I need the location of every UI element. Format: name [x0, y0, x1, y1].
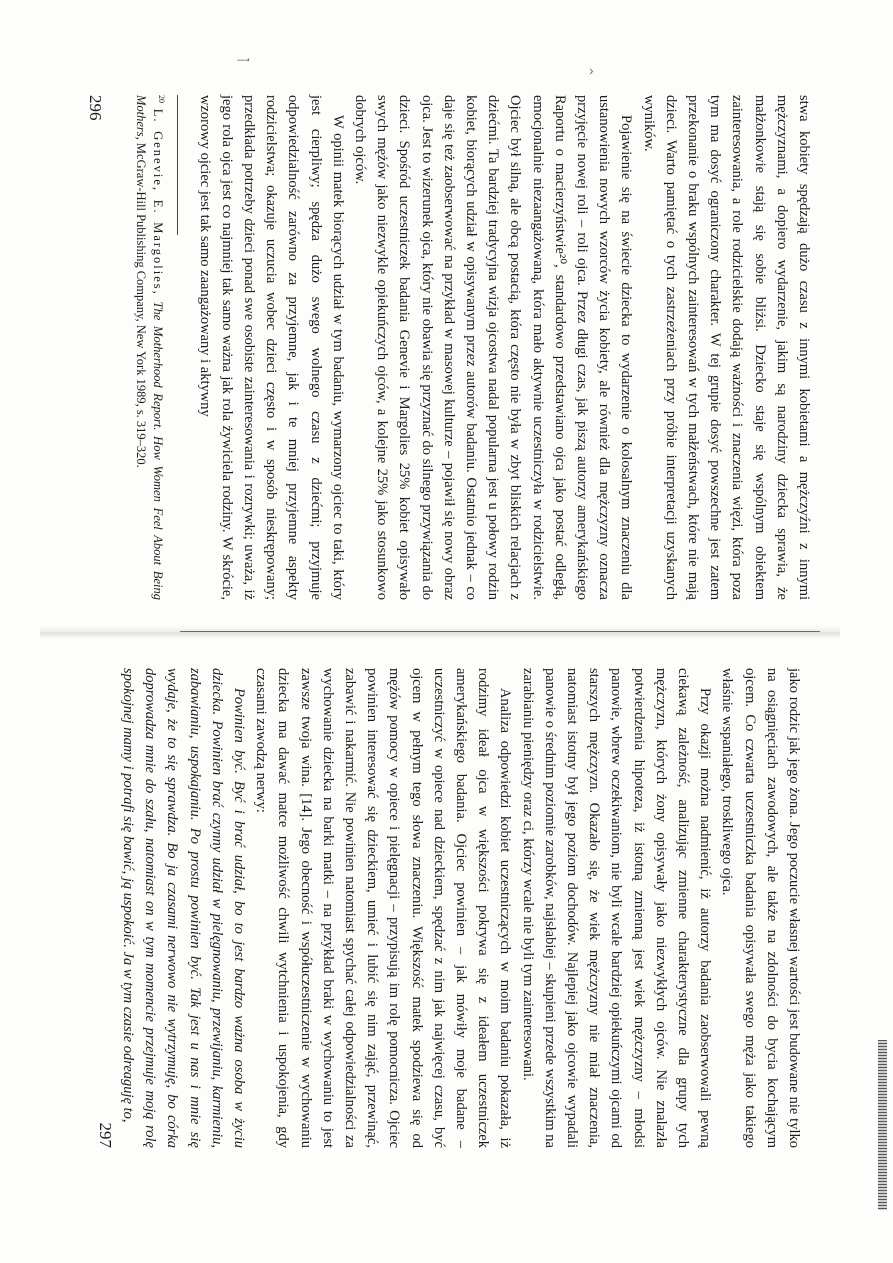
- gutter-line: [180, 631, 820, 632]
- footnote-authors: L. Genevie, E. Margolies,: [150, 108, 165, 296]
- footnote-20: [132, 95, 170, 600]
- book-gutter: [40, 625, 840, 639]
- page-297-body: [117, 668, 805, 1148]
- page-296: [55, 95, 815, 600]
- margin-caret: ^: [582, 67, 594, 76]
- paragraph-1: jako rodzic jak jego żona. Jego poczucie własnej wartości jest budowane nie tylko na osiągnięciach zawodowych, ale także na zdolności do bycia kochającym ojcem. Co czwarta uczestniczka badania opisywała swego męża jako takiego właśnie wspaniałego, troskliwego ojca.: [719, 668, 802, 1148]
- page-296-body: [193, 95, 815, 600]
- page-297: [85, 668, 805, 1148]
- paragraph-2: Przy okazji można nadmienić, iż autorzy badania zaobserwowali pewną ciekawą zależność, analizując zmienne charakterystyczne dla grupy tych mężczyzn, których żony opisywały jako niezwykłych ojców. Nie znalazła potwierdzenia hipoteza, iż istotną zmienną jest wiek mężczyzny – młodsi panowie, wbrew oczekiwaniom, nie byli wcale bardziej opiekuńczymi ojcami od starszych mężczyzn. Okazało się, że wiek mężczyzny nie miał znaczenia, natomiast istotny był jego poziom dochodów. Najlepiej jako ojcowie wypadali panowie o średnim poziomie zarobków, najsłabiej – skupieni przede wszystkim na zarabianiu pieniędzy oraz ci, którzy wcale nie byli tym zainteresowani.: [519, 668, 714, 1148]
- interview-quote: Powinien być. Być i brać udział, bo to jest bardzo ważna osoba w życiu dziecka. Powinien brać czynny udział w pielęgnowaniu, przewijaniu, karmieniu, zabawianiu, uspokajaniu. Po prostu powinien być. Tak jest u nas i mnie się wydaje, że to się sprawdza. Bo ja czasami nerwowo nie wytrzymuję, bo córka doprowadza mnie do szału, natomiast on w tym momencie przejmuje moją rolę spokojnej mamy i potrafi się bawić, ją uspokoić. Ja w tym czasie odreaguję to,: [119, 668, 247, 1148]
- paragraph-3: Analiza odpowiedzi kobiet uczestniczących w moim badaniu pokazała, iż rodzimy ideał ojca w większości pokrywa się z ideałem uczestniczek amerykańskiego badania. Ojciec powinien – jak mówiły moje badane – uczestniczyć w opiece nad dzieckiem, spędzać z nim jak najwięcej czasu, być ojcem w pełnym tego słowa znaczeniu. Większość matek spodziewa się od mężów pomocy w opiece i pielęgnacji – przypisują im rolę pomocnicza. Ojciec powinien interesować się dzieckiem, umieć i lubić się nim zająć, przewinąć, zabawić i nakarmić. Nie powinien natomiast spychać całej odpowiedzialności za wychowanie dziecka na barki matki – na przykład braki w wychowaniu to jest zawsze twoja wina. [14]. Jego obecność i współuczestniczenie w wychowaniu dziecka ma dawać matce możliwość chwili wytchnienia i uspokojenia, gdy czasami zawodzą nerwy:: [253, 668, 514, 1148]
- paragraph-1: stwa kobiety spędzają dużo czasu z innymi kobietami a mężczyźni z innymi mężczyznami, a dopiero wydarzenie, jakim są narodziny dziecka sprawia, że małżonkowie stają się sobie bliżsi. Dziecko staje się wspólnym obiektem zainteresowania, a role rodzicielskie dodają ważności i znaczenia więzi, która poza tym ma dosyć ograniczony charakter. W tej grupie dosyć powszechne jest zatem przekonanie o braku wspólnych zainteresowań w tych małżeństwach, które nie mają dzieci. Warto pamiętać o tych zastrzeżeniach przy próbie interpretacji uzyskanych wyników.: [640, 95, 812, 600]
- paragraph-2: Pojawienie się na świecie dziecka to wydarzenie o kolosalnym znaczeniu dla ustanowienia nowych wzorców życia kobiety, ale również dla mężczyzny oznacza przyjęcie nowej roli – roli ojca. Przez długi czas, jak piszą autorzy amerykańskiego Raportu o macierzyństwie²⁰, standardowo przedstawiano ojca jako postać odległą, emocjonalnie niezaangażowaną, która mało aktywnie uczestniczyła w rodzicielstwie. Ojciec był silną, ale obcą postacią, która często nie była w zbyt bliskich relacjach z dziećmi. Ta bardziej tradycyjna wizja ojcostwa nadal popularna jest u połowy rodzin kobiet, biorących udział w opisywanym przez autorów badaniu. Ostatnio jednak – co daje się też zaobserwować na przykład w masowej kulturze – pojawił się nowy obraz ojca. Jest to wizerunek ojca, który nie obawia się przyznać do silnego przywiązania do dzieci. Spośród uczestniczek badania Genevie i Margolies 25% kobiet opisywało swych mężów jako niezwykle opiekuńczych ojców, a kolejne 25% jako stosunkowo dobrych ojców.: [351, 95, 635, 600]
- footnote-title: The Motherhood Report. How Women Feel About Being Mothers,: [133, 95, 165, 601]
- pencil-mark: ן: [236, 57, 256, 63]
- footnote-number: 20: [157, 95, 166, 103]
- footnote-publisher: McGraw-Hill Publishing Company, New York 1989, s. 319–320.: [133, 142, 148, 468]
- page-number-left: 296: [86, 95, 105, 121]
- page-number-right: 297: [96, 1122, 115, 1148]
- paragraph-3: W opinii matek biorących udział w tym badaniu, wymarzony ojciec to taki, który jest cierpliwy; spędza dużo swego wolnego czasu z dziećmi; przyjmuje odpowiedzialność zarówno za przyjemne, jak i te mniej przyjemne aspekty rodzicielstwa; okazuje uczucia wobec dzieci często i w sposób nieskrępowany; przedkłada potrzeby dzieci ponad swe osobiste zainteresowania i rozrywki; uważa, iż jego rola ojca jest co najmniej tak samo ważna jak rola żywiciela rodziny. W skrócie, wzorowy ojciec jest tak samo zaangażowany i aktywny: [196, 95, 346, 600]
- scanner-edge-artifact: [878, 1040, 887, 1210]
- footnote-rule: [177, 95, 178, 235]
